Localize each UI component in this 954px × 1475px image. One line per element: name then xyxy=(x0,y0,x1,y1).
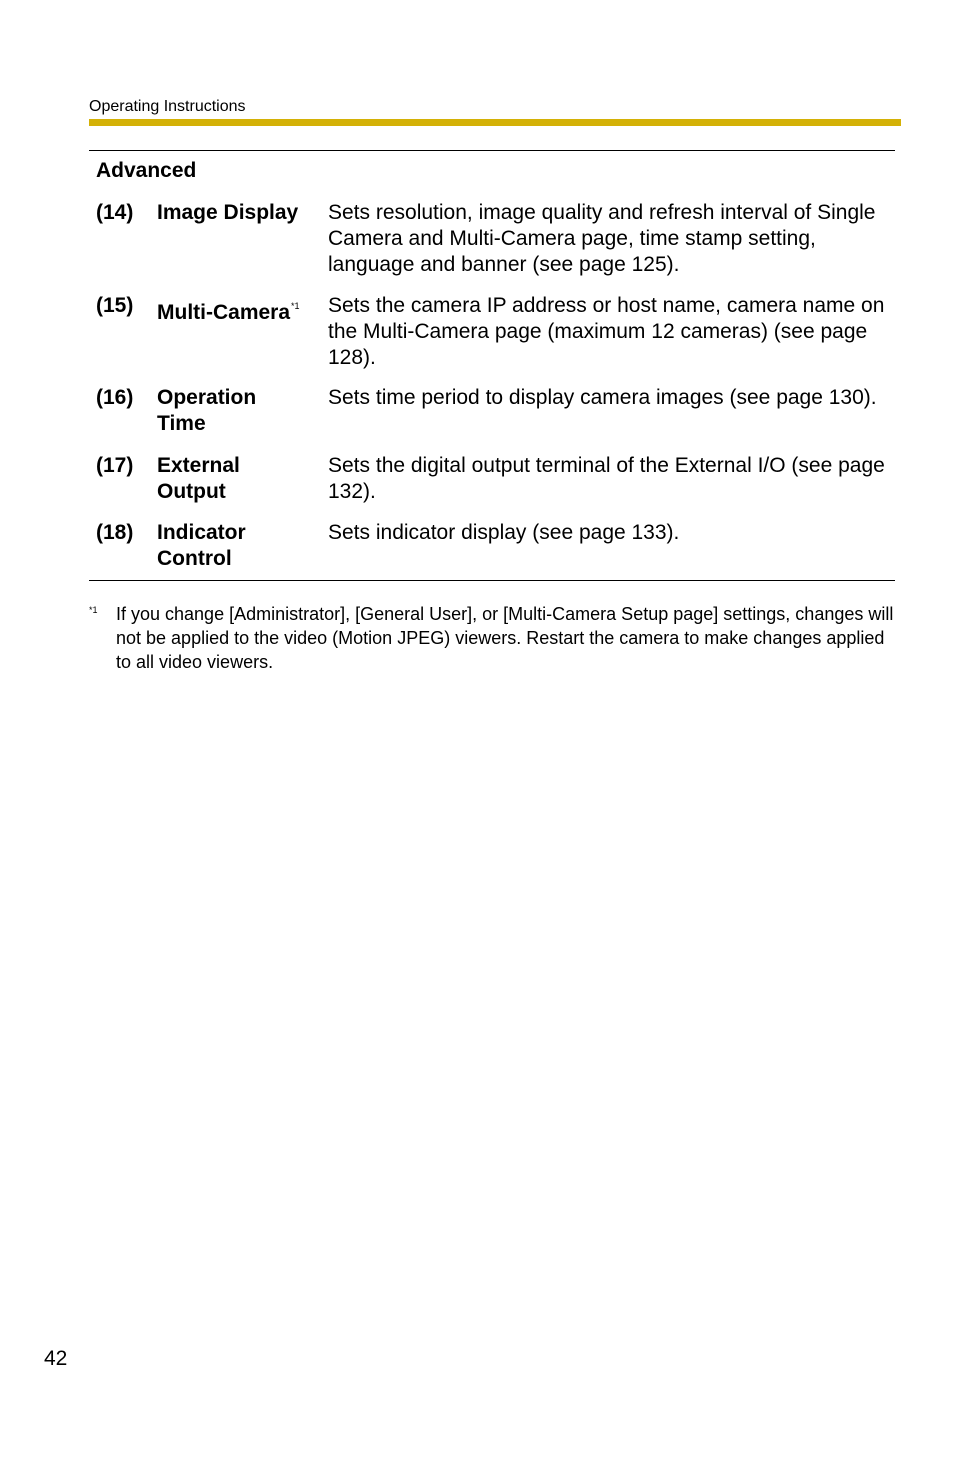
item-name xyxy=(157,200,322,226)
item-name-text: External Output xyxy=(157,454,240,503)
header-title: Operating Instructions xyxy=(89,98,246,115)
item-number: (14) xyxy=(96,201,134,224)
item-name-text: Multi-Camera xyxy=(157,301,291,324)
footnote-text: If you change [Administrator], [General User], or [Multi-Camera Setup page] settings, changes will not be applied to the video (Motion JPEG) viewers. Restart the camera to make changes applied to all video viewers. xyxy=(116,604,894,672)
item-name xyxy=(157,520,277,572)
item-description: Sets resolution, image quality and refresh interval of Single Camera and Multi-Camera page, time stamp setting, language and banner (see page 125). xyxy=(328,201,876,276)
item-number: (17) xyxy=(96,454,134,477)
item-number: (16) xyxy=(96,386,134,409)
table-top-rule xyxy=(89,150,895,151)
item-number: (15) xyxy=(96,294,134,317)
section-title: Advanced xyxy=(96,159,197,182)
page-number: 42 xyxy=(44,1347,68,1370)
header-accent-bar xyxy=(89,119,901,126)
footnote-reference: *1 xyxy=(291,301,300,311)
item-number: (18) xyxy=(96,521,134,544)
item-name-text: Indicator Control xyxy=(157,521,246,570)
item-name-text: Operation Time xyxy=(157,386,257,435)
item-name-text: Image Display xyxy=(157,201,299,224)
item-name xyxy=(157,385,277,437)
item-description: Sets the camera IP address or host name, camera name on the Multi-Camera page (maximum 12 cameras) (see page 128). xyxy=(328,294,885,369)
item-description: Sets indicator display (see page 133). xyxy=(328,521,680,544)
item-description: Sets time period to display camera images (see page 130). xyxy=(328,386,877,409)
item-name xyxy=(157,293,322,326)
table-bottom-rule xyxy=(89,580,895,581)
item-name xyxy=(157,453,277,505)
footnote-mark: *1 xyxy=(89,605,98,615)
item-description: Sets the digital output terminal of the External I/O (see page 132). xyxy=(328,454,885,503)
